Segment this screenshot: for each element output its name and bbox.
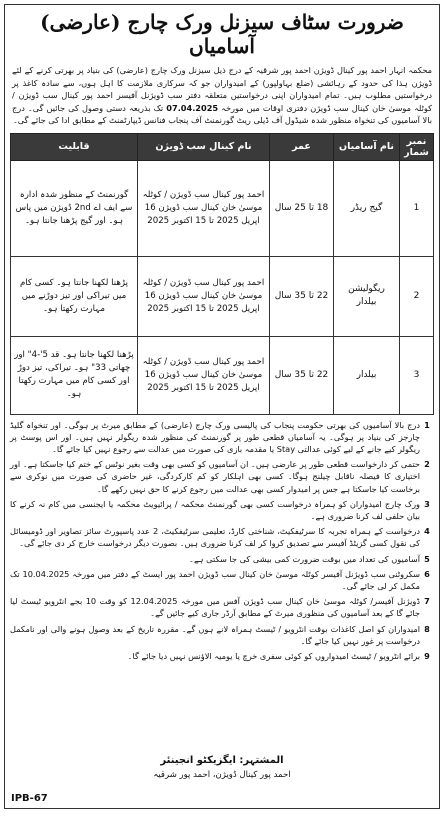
intro-text: محکمہ انہار احمد پور کینال ڈویژن احمد پور شرقیہ کے درج ذیل سیزنل ورک چارج (عارضی) کی بنیاد پر بھرتی کرنے کے لئے ڈویژن ہذا کی حدود کے رہائشی (ضلع بہاولپور) کے امیدواران جو کہ سرکاری ملازمت کا اہل ہوں، سے سادہ کاغذ پر درخواستیں مطلوب ہیں۔ تمام امیدواران اپنی درخواستیں متعلقہ دفتر سب ڈویژنل آفیسر احمد پور کینال سب ڈویژن / کوٹلہ موسیٰ خان کینال سب ڈویژن دفتری اوقات میں مورخہ <box>12 65 432 113</box>
rule-text: سکروٹنی سب ڈویژنل آفیسر کوٹلہ موسیٰ خان کینال سب ڈویژن احمد پور ایسٹ کے دفتر میں مورخہ 10.04.2025 تک مکمل کر لی جائے گی۔ <box>10 568 420 591</box>
header-post: نام آسامیاں <box>334 133 400 160</box>
list-item <box>10 595 434 619</box>
page-title: ضرورت سٹاف سیزنل ورک چارج (عارضی) آسامیاں <box>40 10 404 58</box>
header-qualification: قابلیت <box>11 133 138 160</box>
table-row <box>11 256 434 336</box>
row-post: بیلدار <box>334 336 400 414</box>
rule-number: 3 <box>424 498 430 509</box>
header-age: عمر <box>270 133 334 160</box>
rule-number: 9 <box>424 650 430 661</box>
rule-text: درخواست کے ہمراہ تجربہ کا سرٹیفکیٹ، شناختی کارڈ، تعلیمی سرٹیفکیٹ، 2 عدد پاسپورٹ سائز تصاویر اور ڈومیسائل کی نقول کسی گزیٹڈ آفیسر سے تصدیق کروا کر لف کرنا ضروری ہیں۔ بصورت دیگر درخواست خارج کر دی جائے گی۔ <box>10 526 420 549</box>
posts-table <box>10 133 434 415</box>
list-item <box>10 568 434 592</box>
row-post: گیج ریڈر <box>334 160 400 256</box>
list-item <box>10 498 434 522</box>
rule-text: ورک چارج امیدواران کو ہمراہ درخواست کسی بھی گورنمنٹ محکمہ / پرائیویٹ محکمہ یا ایجنسی میں کام نہ کرنے کا بیان حلفی لف کرنا ضروری ہے۔ <box>10 498 420 521</box>
table-header-row <box>11 133 434 160</box>
signature-block <box>5 754 439 782</box>
list-item <box>10 553 434 565</box>
row-age: 22 تا 35 سال <box>270 256 334 336</box>
row-age: 22 تا 35 سال <box>270 336 334 414</box>
row-age: 18 تا 25 سال <box>270 160 334 256</box>
ad-code: IPB-67 <box>11 793 48 804</box>
list-item <box>10 650 434 662</box>
rule-text: ڈویژنل آفیسر/ کوٹلہ موسیٰ خان کینال سب ڈویژن آفس میں مورخہ 12.04.2025 کو وقت 10 بجے انٹرویو ٹیسٹ لیا جائے گا کے بعد آسامیوں کی منظوری میرٹ کے مطابق آرڈر جاری کیے جائیں گے۔ <box>10 596 420 619</box>
table-row <box>11 160 434 256</box>
rule-text: امیدواران کو اصل کاغذات بوقت انٹرویو / ٹیسٹ ہمراہ لانے ہوں گے۔ مقررہ تاریخ کے بعد وصول ہونے والی اور نامکمل درخواست پر غور نہیں کیا جائے گا۔ <box>10 623 420 646</box>
rule-number: 7 <box>424 596 430 607</box>
row-serial: 2 <box>400 256 434 336</box>
header-division: نام کینال سب ڈویژن <box>138 133 270 160</box>
rule-number: 6 <box>424 568 430 579</box>
terms-list <box>10 419 434 663</box>
rule-number: 5 <box>424 553 430 564</box>
signature-office: احمد پور کینال ڈویژن، احمد پور شرقیہ <box>153 770 291 780</box>
list-item <box>10 623 434 647</box>
row-post: ریگولیشن بیلدار <box>334 256 400 336</box>
rule-number: 8 <box>424 623 430 634</box>
last-date: 07.04.2025 <box>166 102 219 113</box>
intro-paragraph <box>12 64 432 127</box>
row-qualification: پڑھنا لکھنا جانتا ہو۔ قد 5'-4" اور چھاتی 33" ہو۔ تیراکی، تیز دوڑ اور کسی کام میں مہارت رکھتا ہو۔ <box>11 336 138 414</box>
intro-tail: تک بذریعہ دستی وصول کی جائیں گی۔ درج بالا آسامیوں کی تنخواہ منظور شدہ شیڈول آف ڈیلی ریٹ گورنمنٹ آف پنجاب فنانس ڈیپارٹمنٹ کے مطابق ادا کی جائے گی۔ <box>12 102 432 125</box>
rule-text: حتمی کر دارخواست قطعی طور پر عارضی ہیں۔ ان آسامیوں کو کسی بھی وقت بغیر نوٹس کے ختم کیا جاسکتا ہے۔ اور اختیاری کا فیصلہ ناقابل چیلنج ہوگا۔ کسی بھی اہلکار کو کم کارکردگی، غیر حاضری کی صورت میں نوکری سے برخاست کیا جاسکتا ہے جس پر امیدوار کسی بھی عدالت میں رجوع کرنے کا حق نہیں رکھے گا۔ <box>10 459 420 494</box>
row-serial: 1 <box>400 160 434 256</box>
list-item <box>10 525 434 549</box>
row-division: احمد پور کینال سب ڈویژن / کوٹلہ موسیٰ خان کینال سب ڈویژن 16 اپریل 2025 تا 15 اکتوبر 2025 <box>138 160 270 256</box>
rule-text: برائے انٹرویو / ٹیسٹ امیدواروں کو کوئی سفری خرچ یا یومیہ الاؤنس نہیں دیا جائے گا۔ <box>127 650 420 661</box>
table-row <box>11 336 434 414</box>
row-qualification: پڑھنا لکھنا جانتا ہو۔ کسی کام میں تیراکی اور تیز دوڑنے میں مہارت رکھتا ہو۔ <box>11 256 138 336</box>
rule-number: 4 <box>424 526 430 537</box>
row-serial: 3 <box>400 336 434 414</box>
list-item <box>10 419 434 456</box>
rule-text: آسامیوں کی تعداد میں بوقت ضرورت کمی بیشی کی جا سکتی ہے۔ <box>189 553 420 564</box>
rule-number: 1 <box>424 419 430 430</box>
rule-text: درج بالا آسامیوں کی بھرتی حکومت پنجاب کی پالیسی ورک چارج (عارضی) کے مطابق میرٹ پر ہوگی۔ اور تنخواہ گلیڈ چارجز کی بنیاد پر ہوگی۔ یہ آسامیاں قطعی طور پر گورنمنٹ کی منظور شدہ ریگولر نہیں ہیں۔ اور اس پوسٹ پر ریگولر کیے جانے کے لیے کوئی عدالتی Stay یا مقدمہ بازی کی صورت میں عدالت سے رجوع نہیں کیا جائے گا۔ <box>10 419 420 454</box>
row-qualification: گورنمنٹ کے منظور شدہ ادارہ سے ایف اے 2nd ڈویژن میں پاس ہو۔ اور گیج پڑھنا جانتا ہو۔ <box>11 160 138 256</box>
row-division: احمد پور کینال سب ڈویژن / کوٹلہ موسیٰ خان کینال سب ڈویژن 16 اپریل 2025 تا 15 اکتوبر 2025 <box>138 336 270 414</box>
signature-title: المشتہر: ایگزیکٹو انجینئر <box>160 755 284 766</box>
row-division: احمد پور کینال سب ڈویژن / کوٹلہ موسیٰ خان کینال سب ڈویژن 16 اپریل 2025 تا 15 اکتوبر 2025 <box>138 256 270 336</box>
job-advertisement <box>4 4 440 809</box>
rule-number: 2 <box>424 459 430 470</box>
list-item <box>10 458 434 495</box>
header-serial: نمبر شمار <box>400 133 434 160</box>
